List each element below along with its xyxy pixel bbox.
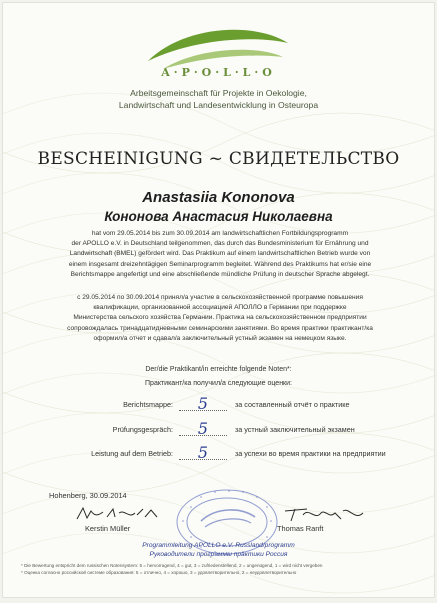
grade-row-farm-performance: [43, 444, 403, 464]
stamp-line: Руководители программы практики Россия: [149, 551, 288, 558]
german-body-text: [49, 229, 391, 280]
grade-row-report: [43, 395, 403, 415]
grade-row-exam: [43, 420, 403, 440]
stamp-line: Programmleitung APOLLO e.V. Russland/programm: [142, 542, 295, 549]
apollo-wordmark: A·P·O·L·L·O: [161, 66, 276, 79]
grade-label-ru: за успехи во время практики на предприятии: [235, 449, 386, 458]
body-line: Министерства сельского хозяйства Германии. Практика на сельскохозяйственном предприятии: [73, 314, 367, 322]
signature-right: [281, 503, 371, 525]
certificate-page: [3, 3, 434, 597]
body-line: с 29.05.2014 по 30.09.2014 принял/а участие в сельскохозяйственной программе повышения: [77, 294, 363, 301]
organization-line: Landwirtschaft und Landesentwicklung in Osteuropa: [118, 100, 319, 110]
grade-label-ru: за составленный отчёт о практике: [235, 400, 350, 409]
recipient-name-latin: Anastasiia Kononova: [142, 189, 295, 206]
organization-line: Arbeitsgemeinschaft für Projekte in Oekologie,: [130, 88, 307, 98]
signature-left: [73, 503, 163, 525]
grade-label-ru: за устный заключительный экзамен: [235, 425, 355, 434]
place-and-date: Hohenberg, 30.09.2014: [49, 491, 127, 500]
signatory-name-left: Kerstin Müller: [85, 524, 131, 533]
body-line: einem insgesamt dreizehntägigen Seminarprogramm begleitet. Während des Praktikums hat er/sie eine: [68, 260, 372, 268]
body-line: Landwirtschaft (BMEL) gefördert wird. Das Praktikum auf einem landwirtschaftlichen Betrieb wurde von: [69, 250, 371, 258]
organization-name: [3, 87, 434, 111]
footnote-line: * Оценка согласно российской системе образования: 5 = отлично, 4 = хорошо, 3 = удовлетворительно, 2 = неудовлетворительно: [21, 569, 297, 575]
body-line: hat vom 29.05.2014 bis zum 30.09.2014 am landwirtschaftlichen Fortbildungsprogramm: [91, 230, 349, 237]
recipient-name-cyrillic: Кононова Анастасия Николаевна: [104, 209, 333, 224]
grades-intro-de: Der/die Praktikant/in erreichte folgende Noten*:: [145, 366, 292, 373]
body-line: оформил/а отчет и сдавал/а заключительный устный экзамен на немецком языке.: [93, 334, 347, 342]
grading-footnote: [21, 563, 421, 576]
certificate-title: BESCHEINIGUNG ~ СВИДЕТЕЛЬСТВО: [37, 149, 400, 169]
body-line: der APOLLO e.V. in Deutschland teilgenommen, das durch das Bundesministerium für Ernährung und: [71, 240, 369, 248]
body-line: Berichtsmappe angefertigt und eine abschließende mündliche Prüfung in deutscher Sprache abgelegt.: [70, 270, 370, 278]
grades-intro-ru: Практикант/ка получил/а следующие оценки:: [145, 380, 292, 387]
signatory-name-right: Thomas Ranft: [277, 524, 324, 533]
body-line: сопровождалась тринадцатидневными семинарскими занятиями. Во время практики практикант/ка: [67, 324, 373, 332]
grade-label-de: Berichtsmappe:: [123, 400, 173, 409]
grade-value: 5: [197, 419, 209, 438]
grade-label-de: Leistung auf dem Betrieb:: [91, 449, 173, 458]
grade-label-de: Prüfungsgespräch:: [112, 425, 173, 434]
body-line: квалификации, организованной ассоциацией АПОЛЛО в Германии при поддержке: [93, 304, 347, 312]
program-management-stamp: [3, 541, 434, 559]
footnote-line: * Die Bewertung entspricht dem russischen Notensystem: 5 = hervorragend, 4 = gut, 3 = zufriedenstellend, 2 = ungenügend, 1 = wird nicht vergeben: [21, 563, 323, 568]
russian-body-text: [49, 293, 391, 344]
grades-intro: [3, 363, 434, 391]
grade-value: 5: [197, 394, 209, 413]
grade-value: 5: [197, 443, 209, 462]
